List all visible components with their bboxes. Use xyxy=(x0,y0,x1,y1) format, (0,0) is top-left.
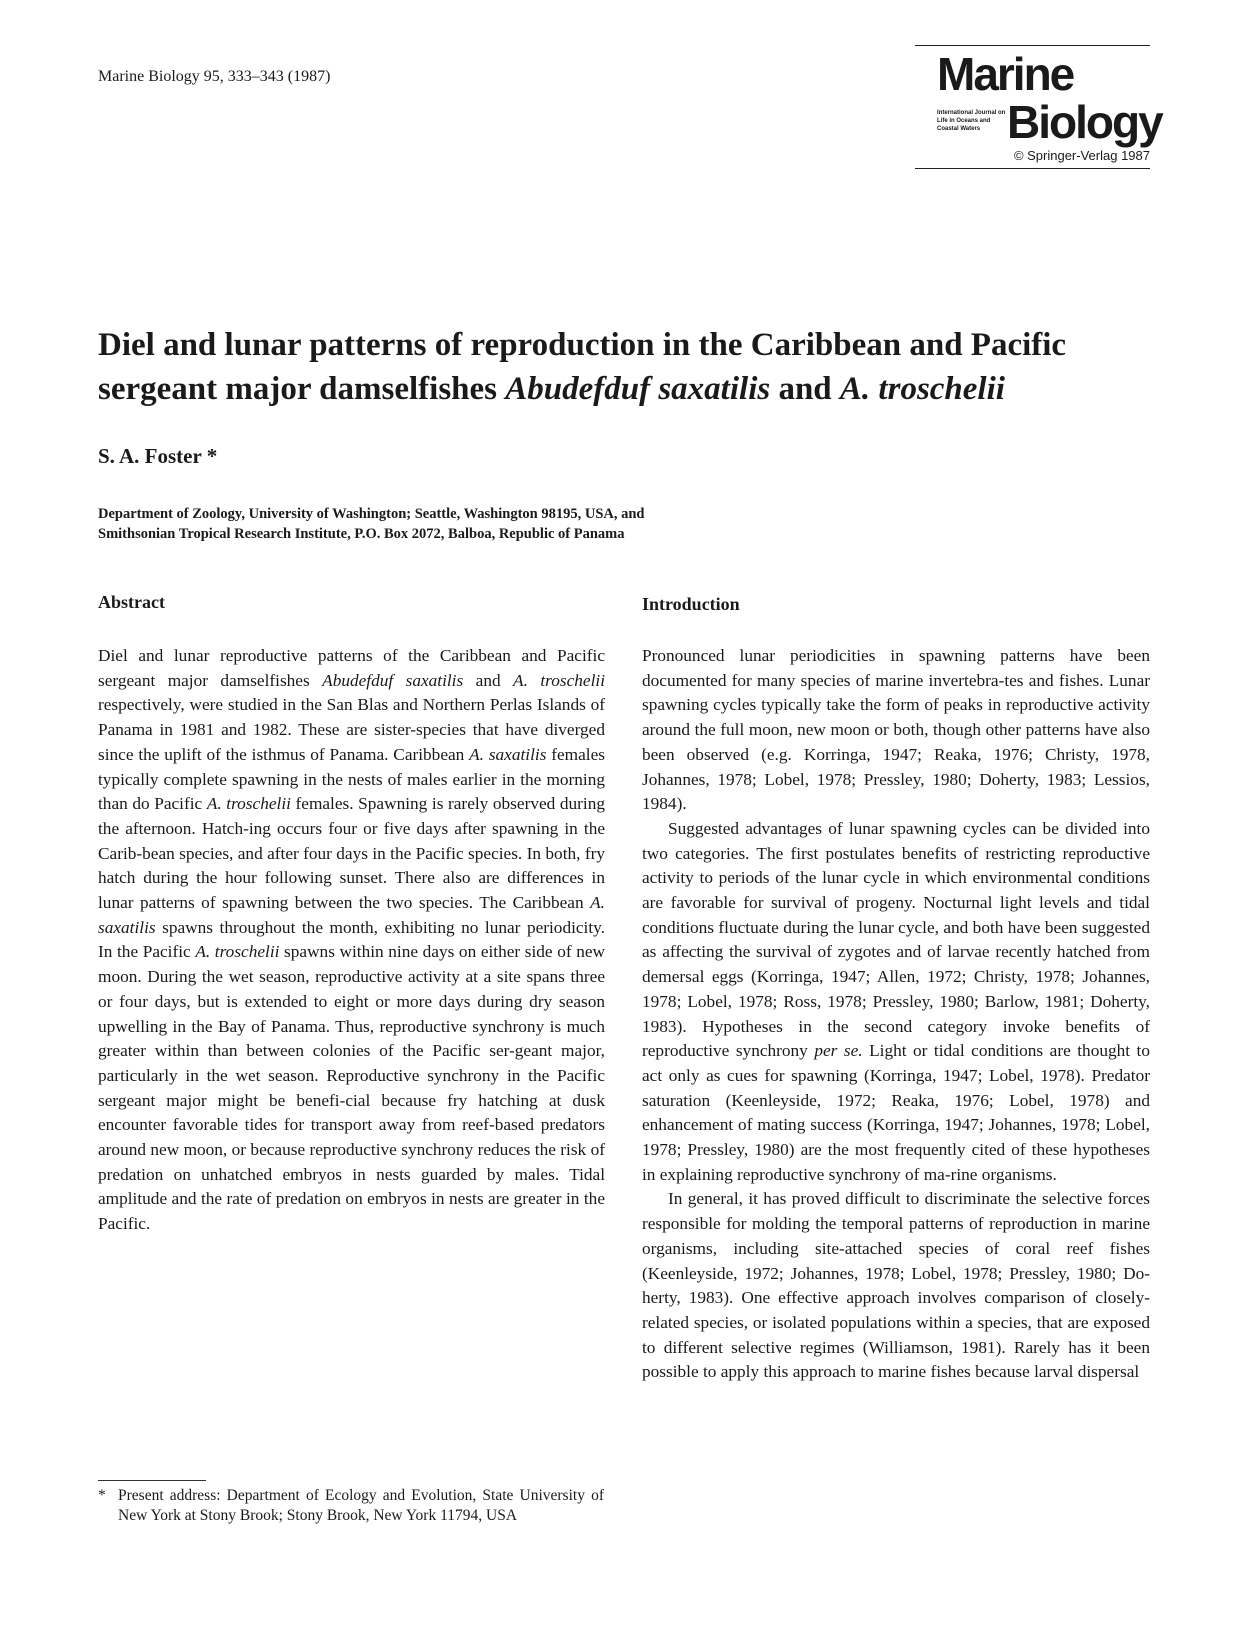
footnote-rule xyxy=(98,1480,206,1481)
species-name: A. troschelii xyxy=(206,794,291,814)
abstract-text: respectively, were studied in the San Blas and Northern Perlas Islands of Panama in 1981 and 1982. These are sister-species that have diverged since the uplift of the isthmus of Panama. Caribbean xyxy=(98,695,605,764)
abstract-text: spawns within nine days on either side of new moon. During the wet season, reproductive activity at a site spans three or four days, but is extended to eight or more days during dry season upwelling in the Bay of Panama. Thus, reproductive synchrony is much greater within than between colonies of the Pacific ser-geant major, particularly in the wet season. Reproductive synchrony in the Pacific sergeant major might be benefi-cial because fry hatching at dusk encounter favorable tides for transport away from reef-based predators around new moon, or because reproductive synchrony reduces the risk of predation on unhatched embryos in nests guarded by males. Tidal amplitude and the rate of predation on embryos in nests are greater in the Pacific. xyxy=(98,942,605,1234)
intro-paragraph-1: Pronounced lunar periodicities in spawning patterns have been documented for many species of marine invertebra-tes and fishes. Lunar spawning cycles typically take the form of peaks in reproductive activity around the full moon, new moon or both, though other patterns have also been observed (e.g. Korringa, 1947; Reaka, 1976; Christy, 1978, Johannes, 1978; Lobel, 1978; Pressley, 1980; Doherty, 1983; Lessios, 1984). xyxy=(642,646,1150,814)
species-name: A. troschelii xyxy=(513,670,605,690)
intro-text: Suggested advantages of lunar spawning cycles can be divided into two categories. The first postulates benefits of restricting reproductive activity to periods of the lunar cycle in which environmental conditions are favorable for survival of progeny. Nocturnal light levels and tidal conditions fluctuate during the lunar cycle, and both have been suggested as affecting the survival of zygotes and of larvae recently hatched from demersal eggs (Korringa, 1947; Allen, 1972; Christy, 1978; Johannes, 1978; Lobel, 1978; Ross, 1978; Pressley, 1980; Barlow, 1981; Doherty, 1983). Hypotheses in the second category invoke benefits of reproductive synchrony xyxy=(642,818,1150,1061)
logo-word-marine: Marine xyxy=(937,48,1074,100)
species-name: A. saxatilis xyxy=(98,893,605,937)
abstract-body xyxy=(98,644,605,1237)
abstract-text: spawns throughout the month, exhibiting no lunar periodicity. In the Pacific xyxy=(98,917,605,962)
intro-paragraph-3: In general, it has proved difficult to discriminate the selective forces responsible for molding the temporal patterns of reproduction in marine organisms, including site-attached species of coral reef fishes (Keenleyside, 1972; Johannes, 1978; Lobel, 1978; Pressley, 1980; Do-herty, 1983). One effective approach involves comparison of closely-related species, or isolated populations within a species, that are exposed to different selective regimes (Williamson, 1981). Rarely has it been possible to apply this approach to marine fishes because larval dispersal xyxy=(642,1189,1150,1382)
intro-text: Light or tidal conditions are thought to act only as cues for spawning (Korringa, 1947; Lobel, 1978). Predator saturation (Keenleyside, 1972; Reaka, 1976; Lobel, 1978) and enhancement of mating success (Korringa, 1947; Johannes, 1978; Lobel, 1978; Pressley, 1980) are the most frequently cited of these hypotheses in explaining reproductive synchrony of ma-rine organisms. xyxy=(642,1041,1150,1184)
intro-italic-term: per se. xyxy=(814,1041,863,1061)
affiliation-line-1: Department of Zoology, University of Washington; Seattle, Washington 98195, USA, and xyxy=(98,506,645,522)
introduction-body xyxy=(642,644,1150,1385)
title-species-2: A. troschelii xyxy=(839,371,1005,407)
abstract-text: Diel and lunar reproductive patterns of the Caribbean and Pacific sergeant major damselfishes xyxy=(98,646,605,690)
logo-subtitle: International Journal on Life in Oceans and Coastal Waters xyxy=(937,110,1006,132)
author-name: S. A. Foster * xyxy=(98,444,218,468)
copyright-notice: © Springer-Verlag 1987 xyxy=(1013,148,1150,163)
logo-bottom-rule xyxy=(915,168,1150,169)
logo-word-biology: Biology xyxy=(1007,96,1162,148)
abstract-paragraph xyxy=(98,644,605,1237)
abstract-heading: Abstract xyxy=(98,592,165,612)
title-species-1: Abudefduf saxatilis xyxy=(505,371,771,407)
footnote-mark: * xyxy=(98,1487,106,1504)
abstract-text: females. Spawning is rarely observed during the afternoon. Hatch-ing occurs four or five days after spawning in the Carib-bean species, and after four days in the Pacific species. In both, fry hatch during the hour following sunset. There also are differences in lunar patterns of spawning between the two species. The Caribbean xyxy=(98,794,605,913)
article-title xyxy=(98,323,1158,411)
logo-top-rule xyxy=(915,45,1150,46)
introduction-heading: Introduction xyxy=(642,594,740,614)
journal-citation: Marine Biology 95, 333–343 (1987) xyxy=(98,68,331,85)
footnote xyxy=(98,1486,604,1525)
abstract-text: and xyxy=(463,670,514,690)
title-text: Diel and lunar patterns of reproduction in the Caribbean and Pacific sergeant major damselfishes xyxy=(98,327,1067,407)
species-name: A. saxatilis xyxy=(469,744,547,764)
species-name: Abudefduf saxatilis xyxy=(322,670,464,690)
affiliation-line-2: Smithsonian Tropical Research Institute, P.O. Box 2072, Balboa, Republic of Panama xyxy=(98,526,625,542)
abstract-text: females typically complete spawning in the nests of males earlier in the morning than do Pacific xyxy=(98,744,605,814)
footnote-text: Present address: Department of Ecology and Evolution, State University of New York at Stony Brook; Stony Brook, New York 11794, USA xyxy=(118,1487,604,1524)
author-affiliation xyxy=(98,504,1098,544)
title-and: and xyxy=(770,371,840,407)
species-name: A. troschelii xyxy=(195,942,280,962)
intro-paragraph-2 xyxy=(642,817,1150,1188)
